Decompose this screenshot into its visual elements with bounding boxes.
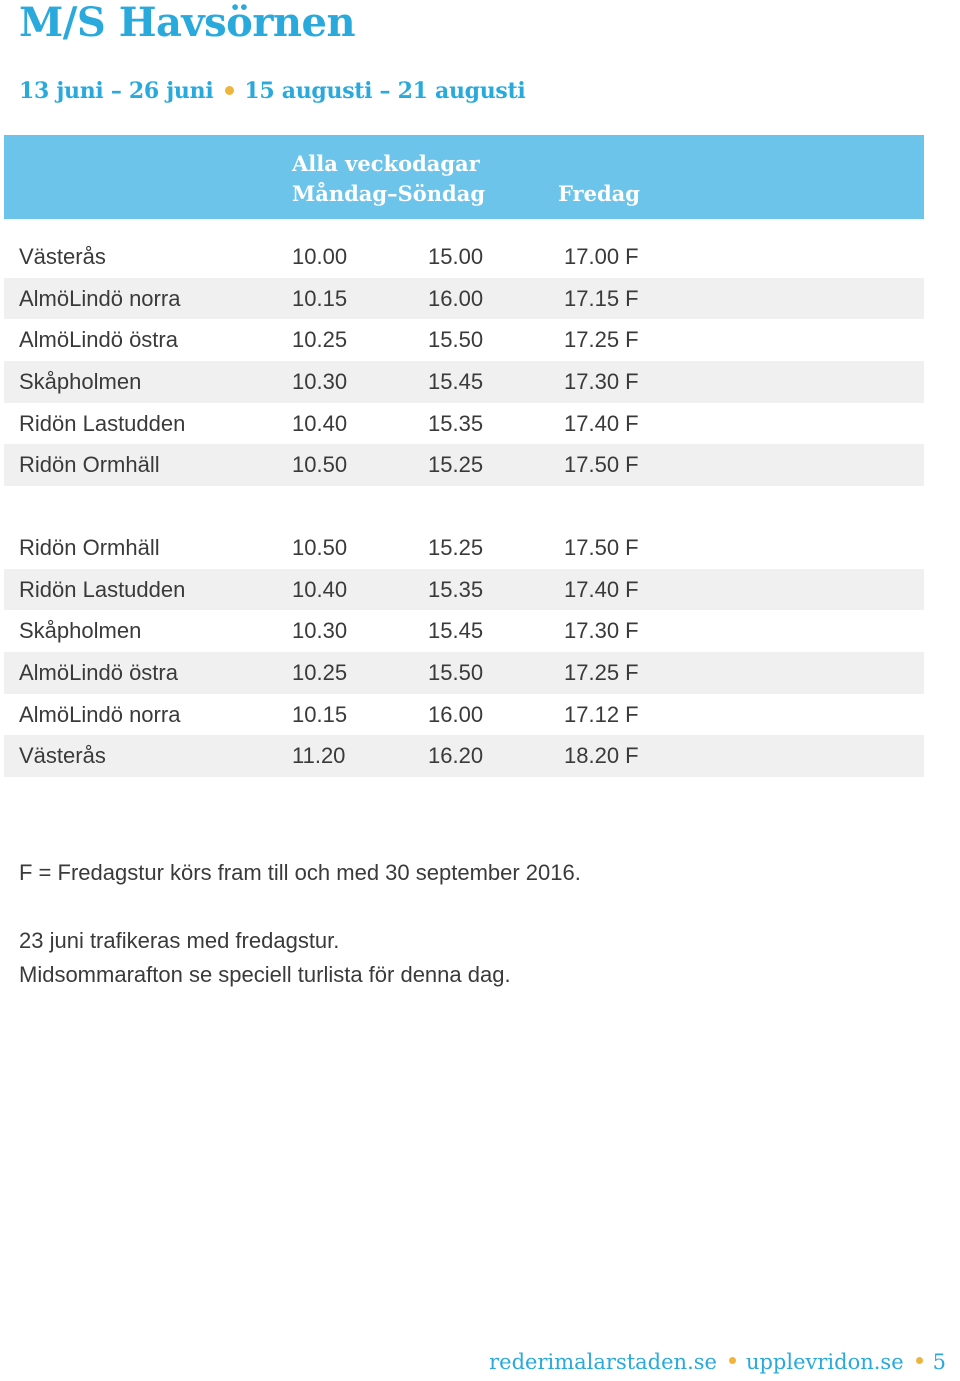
time-morning: 10.00 [292,244,348,269]
time-morning: 10.30 [292,369,348,395]
header-all-days-line2: Måndag–Söndag [292,181,486,206]
table-row [4,319,924,361]
table-row [4,527,924,569]
table-row [4,278,924,320]
time-friday: 17.00 F [564,244,639,269]
time-morning: 10.25 [292,327,348,353]
friday-note: F = Fredagstur körs fram till och med 30 september 2016. [19,860,581,885]
time-morning: 10.50 [292,535,348,560]
table-row [4,361,924,403]
time-friday: 18.20 F [564,743,639,769]
footer-link-upplevridon[interactable]: upplevridon.se [745,1350,904,1374]
footer [489,1346,946,1378]
time-friday: 17.40 F [564,410,639,436]
table-row [4,735,924,777]
table-row [4,610,924,652]
time-morning: 10.40 [292,410,348,436]
table-row [4,569,924,611]
stop-name: AlmöLindö östra [19,660,178,686]
time-afternoon: 15.45 [428,369,484,395]
stop-name: Ridön Ormhäll [19,535,160,560]
stop-name: Skåpholmen [19,618,142,644]
time-afternoon: 15.50 [428,327,484,353]
time-morning: 10.15 [292,285,348,311]
date-range [19,74,525,108]
time-friday: 17.50 F [564,535,639,560]
time-afternoon: 15.25 [428,452,484,478]
time-friday: 17.50 F [564,452,639,478]
time-afternoon: 15.25 [428,535,484,560]
time-afternoon: 16.00 [428,701,484,727]
table-row [4,236,924,278]
header-friday: Fredag [558,181,640,206]
time-friday: 17.25 F [564,327,639,353]
time-friday: 17.12 F [564,701,639,727]
time-afternoon: 15.50 [428,660,484,686]
bullet-icon [916,1357,923,1364]
time-morning: 10.30 [292,618,348,644]
bullet-icon [225,86,234,95]
stop-name: Västerås [19,743,106,769]
stop-name: AlmöLindö norra [19,285,181,311]
time-afternoon: 15.00 [428,244,484,269]
page-number: 5 [932,1350,946,1374]
time-afternoon: 15.35 [428,576,484,602]
header-all-days [292,149,485,209]
header-all-days-line1: Alla veckodagar [292,151,480,176]
stop-name: Skåpholmen [19,369,142,395]
table-row [4,694,924,736]
time-morning: 10.50 [292,452,348,478]
time-morning: 10.40 [292,576,348,602]
bullet-icon [729,1357,736,1364]
time-afternoon: 15.35 [428,410,484,436]
date-period-2: 15 augusti – 21 augusti [244,78,526,104]
table-row [4,652,924,694]
time-afternoon: 16.00 [428,285,484,311]
stop-name: Västerås [19,244,106,269]
time-friday: 17.30 F [564,369,639,395]
note-line-2: Midsommarafton se speciell turlista för denna dag. [19,962,511,987]
outbound-timetable [4,236,924,486]
time-morning: 11.20 [292,743,346,769]
stop-name: AlmöLindö östra [19,327,178,353]
page-title: M/S Havsörnen [19,0,356,46]
time-friday: 17.40 F [564,576,639,602]
note-line-1: 23 juni trafikeras med fredagstur. [19,928,340,953]
stop-name: Ridön Lastudden [19,410,186,436]
time-friday: 17.30 F [564,618,639,644]
stop-name: AlmöLindö norra [19,701,181,727]
table-row [4,403,924,445]
time-afternoon: 16.20 [428,743,484,769]
table-row [4,444,924,486]
time-friday: 17.25 F [564,660,639,686]
table-header [4,135,924,219]
time-afternoon: 15.45 [428,618,484,644]
stop-name: Ridön Lastudden [19,576,186,602]
stop-name: Ridön Ormhäll [19,452,160,478]
time-morning: 10.15 [292,701,348,727]
inbound-timetable [4,527,924,777]
footer-link-rederimalarstaden[interactable]: rederimalarstaden.se [489,1350,717,1374]
time-friday: 17.15 F [564,285,639,311]
date-period-1: 13 juni – 26 juni [19,78,214,104]
time-morning: 10.25 [292,660,348,686]
